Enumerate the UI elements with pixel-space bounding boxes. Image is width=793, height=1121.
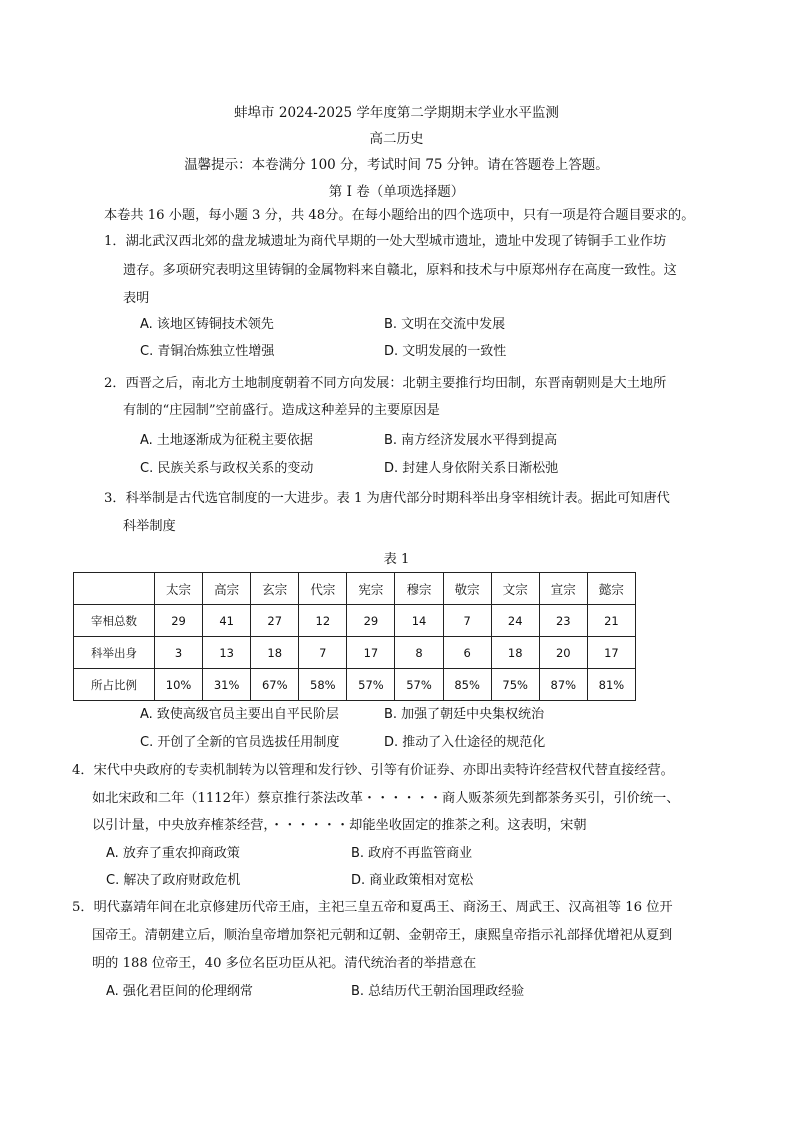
table-cell: 7 (299, 637, 347, 669)
table-cell: 24 (491, 605, 539, 637)
table-corner-cell (74, 573, 155, 605)
column-header: 宪宗 (347, 573, 395, 605)
column-header: 宣宗 (539, 573, 587, 605)
option-b[interactable]: B. 文明在交流中发展 (384, 317, 506, 332)
table-cell: 67% (251, 669, 299, 701)
table-cell: 20 (539, 637, 587, 669)
table-caption: 表 1 (383, 552, 410, 567)
option-d[interactable]: D. 封建人身依附关系日渐松弛 (384, 461, 559, 476)
option-b[interactable]: B. 总结历代王朝治国理政经验 (351, 984, 525, 999)
table-cell: 17 (347, 637, 395, 669)
table-header-row (74, 573, 636, 605)
table-cell: 41 (203, 605, 251, 637)
column-header: 懿宗 (587, 573, 635, 605)
option-c[interactable]: C. 解决了政府财政危机 (106, 873, 241, 888)
option-d[interactable]: D. 推动了入仕途径的规范化 (384, 735, 546, 750)
row-label: 宰相总数 (74, 605, 155, 637)
question-line: 有制的“庄园制”空前盛行。造成这种差异的主要原因是 (123, 403, 440, 418)
row-label: 所占比例 (74, 669, 155, 701)
question-line: 遗存。多项研究表明这里铸铜的金属物料来自赣北，原料和技术与中原郑州存在高度一致性。这 (123, 263, 677, 278)
option-a[interactable]: A. 致使高级官员主要出自平民阶层 (140, 707, 339, 722)
option-c[interactable]: C. 民族关系与政权关系的变动 (140, 461, 314, 476)
table-cell: 17 (587, 637, 635, 669)
table-cell: 87% (539, 669, 587, 701)
column-header: 高宗 (203, 573, 251, 605)
table-cell: 13 (203, 637, 251, 669)
table-cell: 8 (395, 637, 443, 669)
column-header: 太宗 (155, 573, 203, 605)
option-a[interactable]: A. 该地区铸铜技术领先 (140, 317, 274, 332)
column-header: 玄宗 (251, 573, 299, 605)
question-line: 5．明代嘉靖年间在北京修建历代帝王庙，主祀三皇五帝和夏禹王、商汤王、周武王、汉高祖等 16 位开 (72, 900, 673, 915)
section-instructions: 本卷共 16 小题，每小题 3 分，共 48分。在每小题给出的四个选项中，只有一项是符合题目要求的。 (104, 208, 695, 223)
option-d[interactable]: D. 文明发展的一致性 (384, 344, 507, 359)
option-b[interactable]: B. 加强了朝廷中央集权统治 (384, 707, 545, 722)
table-cell: 18 (491, 637, 539, 669)
question-line: 4．宋代中央政府的专卖机制转为以管理和发行钞、引等有价证券、亦即出卖特许经营权代替直接经营。 (72, 763, 674, 778)
chancellor-table (73, 572, 636, 701)
question-line: 国帝王。清朝建立后，顺治皇帝增加祭祀元朝和辽朝、金朝帝王，康熙皇帝指示礼部择优增祀从夏到 (92, 928, 673, 943)
column-header: 穆宗 (395, 573, 443, 605)
table-cell: 14 (395, 605, 443, 637)
table-cell: 31% (203, 669, 251, 701)
table-cell: 12 (299, 605, 347, 637)
option-a[interactable]: A. 放弃了重农抑商政策 (106, 846, 240, 861)
table-cell: 29 (155, 605, 203, 637)
table-cell: 21 (587, 605, 635, 637)
question-line: 如北宋政和二年（1112年）蔡京推行茶法改革・・・・・・商人贩茶须先到都茶务买引，引价统一、 (92, 791, 680, 806)
table-cell: 81% (587, 669, 635, 701)
table-row (74, 605, 636, 637)
question-line: 1．湖北武汉西北郊的盘龙城遗址为商代早期的一处大型城市遗址，遗址中发现了铸铜手工业作坊 (104, 234, 667, 249)
table-cell: 57% (395, 669, 443, 701)
question-line: 以引计量，中央放弃榷茶经营，・・・・・・却能坐收固定的推茶之利。这表明，宋朝 (92, 818, 587, 833)
table-cell: 18 (251, 637, 299, 669)
table-cell: 27 (251, 605, 299, 637)
option-b[interactable]: B. 政府不再监管商业 (351, 846, 473, 861)
column-header: 代宗 (299, 573, 347, 605)
row-label: 科举出身 (74, 637, 155, 669)
option-a[interactable]: A. 强化君臣间的伦理纲常 (106, 984, 253, 999)
table-cell: 7 (443, 605, 491, 637)
exam-subject: 高二历史 (369, 131, 424, 147)
exam-title: 蚌埠市 2024-2025 学年度第二学期期末学业水平监测 (234, 105, 559, 121)
question-line: 表明 (123, 291, 150, 306)
section-heading: 第 I 卷（单项选择题） (328, 184, 465, 200)
table-cell: 85% (443, 669, 491, 701)
option-c[interactable]: C. 青铜冶炼独立性增强 (140, 344, 275, 359)
table-cell: 58% (299, 669, 347, 701)
table-cell: 23 (539, 605, 587, 637)
option-a[interactable]: A. 土地逐渐成为征税主要依据 (140, 433, 313, 448)
question-line: 3．科举制是古代选官制度的一大进步。表 1 为唐代部分时期科举出身宰相统计表。据此可知唐代 (104, 491, 670, 506)
table-cell: 29 (347, 605, 395, 637)
question-line: 2．西晋之后，南北方土地制度朝着不同方向发展：北朝主要推行均田制，东晋南朝则是大土地所 (104, 376, 667, 391)
question-line: 科举制度 (123, 519, 176, 534)
table-cell: 75% (491, 669, 539, 701)
exam-notice: 温馨提示：本卷满分 100 分，考试时间 75 分钟。请在答题卷上答题。 (184, 157, 609, 173)
table-cell: 10% (155, 669, 203, 701)
table-cell: 57% (347, 669, 395, 701)
question-line: 明的 188 位帝王，40 多位名臣功臣从祀。清代统治者的举措意在 (92, 956, 477, 971)
column-header: 敬宗 (443, 573, 491, 605)
column-header: 文宗 (491, 573, 539, 605)
table-row (74, 669, 636, 701)
option-c[interactable]: C. 开创了全新的官员选拔任用制度 (140, 735, 340, 750)
table-row (74, 637, 636, 669)
option-d[interactable]: D. 商业政策相对宽松 (351, 873, 474, 888)
table-cell: 3 (155, 637, 203, 669)
table-cell: 6 (443, 637, 491, 669)
option-b[interactable]: B. 南方经济发展水平得到提高 (384, 433, 558, 448)
